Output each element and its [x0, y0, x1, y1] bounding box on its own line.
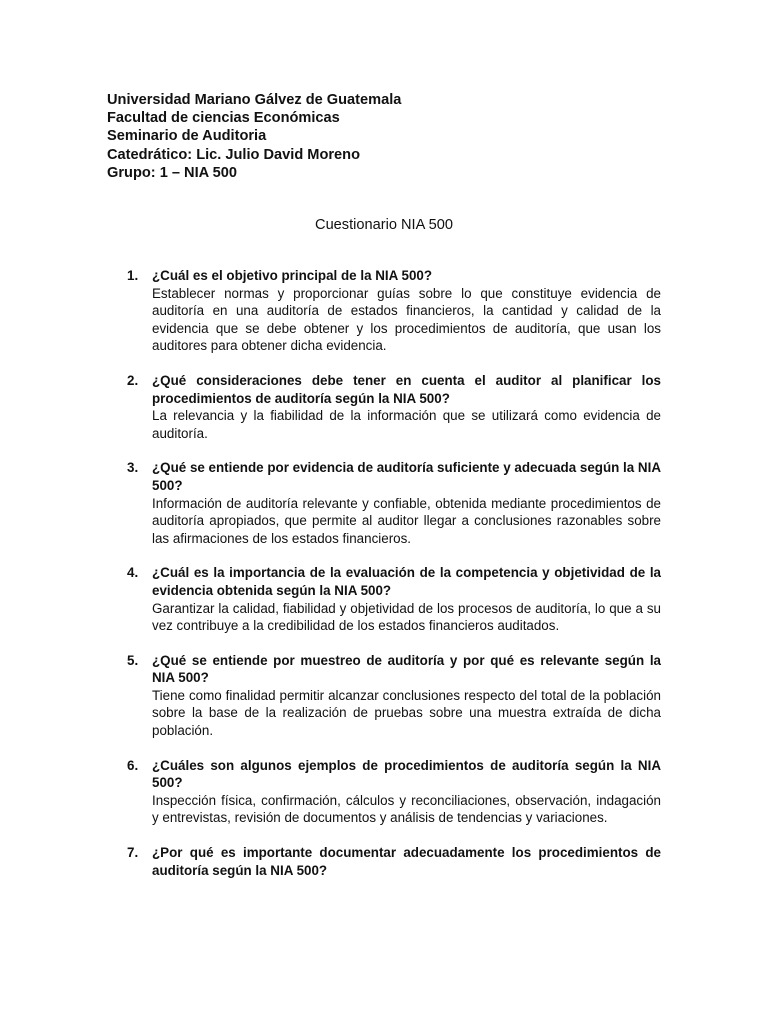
- question-item: [107, 459, 661, 547]
- answer-text: Tiene como finalidad permitir alcanzar conclusiones respecto del total de la población sobre la base de la realización de pruebas sobre una muestra extraída de dicha población.: [152, 687, 661, 739]
- question-text: ¿Qué se entiende por evidencia de auditoría suficiente y adecuada según la NIA 500?: [152, 460, 661, 493]
- question-item: [107, 757, 661, 827]
- question-text: ¿Por qué es importante documentar adecuadamente los procedimientos de auditoría según la NIA 500?: [152, 845, 661, 878]
- question-number: 7.: [127, 845, 139, 861]
- question-text: ¿Cuál es la importancia de la evaluación de la competencia y objetividad de la evidencia obtenida según la NIA 500?: [152, 565, 661, 598]
- question-number: 3.: [127, 460, 139, 476]
- question-item: [107, 372, 661, 442]
- document-title: Cuestionario NIA 500: [315, 217, 453, 233]
- question-number: 4.: [127, 565, 139, 581]
- answer-text: Inspección física, confirmación, cálculos y reconciliaciones, observación, indagación y entrevistas, revisión de documentos y análisis de tendencias y variaciones.: [152, 792, 661, 826]
- question-item: [107, 267, 661, 355]
- question-list: [107, 267, 661, 896]
- university-name: Universidad Mariano Gálvez de Guatemala: [107, 92, 402, 108]
- question-item: [107, 564, 661, 634]
- answer-text: Garantizar la calidad, fiabilidad y objetividad de los procesos de auditoría, lo que a su vez contribuye a la credibilidad de los estados financieros auditados.: [152, 600, 661, 634]
- question-text: ¿Cuáles son algunos ejemplos de procedimientos de auditoría según la NIA 500?: [152, 757, 661, 791]
- question-number: 2.: [127, 372, 139, 388]
- question-item: [107, 844, 661, 879]
- answer-text: Información de auditoría relevante y confiable, obtenida mediante procedimientos de auditoría apropiados, que permite al auditor llegar a conclusiones razonables sobre las afirmaciones de los estados financieros.: [152, 495, 661, 546]
- question-number: 1.: [127, 268, 139, 283]
- document-header: [107, 91, 667, 182]
- question-item: [107, 652, 661, 740]
- course-name: Seminario de Auditoria: [107, 128, 267, 145]
- question-number: 6.: [127, 757, 139, 773]
- question-text: ¿Qué consideraciones debe tener en cuenta el auditor al planificar los procedimientos de auditoría según la NIA 500?: [152, 372, 661, 406]
- question-number: 5.: [127, 652, 139, 668]
- answer-text: La relevancia y la fiabilidad de la información que se utilizará como evidencia de auditoría.: [152, 408, 661, 441]
- question-text: ¿Cuál es el objetivo principal de la NIA 500?: [152, 268, 433, 283]
- group-name: Grupo: 1 – NIA 500: [107, 164, 238, 181]
- faculty-name: Facultad de ciencias Económicas: [107, 110, 340, 127]
- professor-name: Catedrático: Lic. Julio David Moreno: [107, 146, 360, 163]
- answer-text: Establecer normas y proporcionar guías sobre lo que constituye evidencia de auditoría en una auditoría de estados financieros, la cantidad y calidad de la evidencia que se debe obtener y los procedimientos de auditoría, que usan los auditores para obtener dicha evidencia.: [152, 285, 661, 354]
- question-text: ¿Qué se entiende por muestreo de auditoría y por qué es relevante según la NIA 500?: [152, 652, 661, 686]
